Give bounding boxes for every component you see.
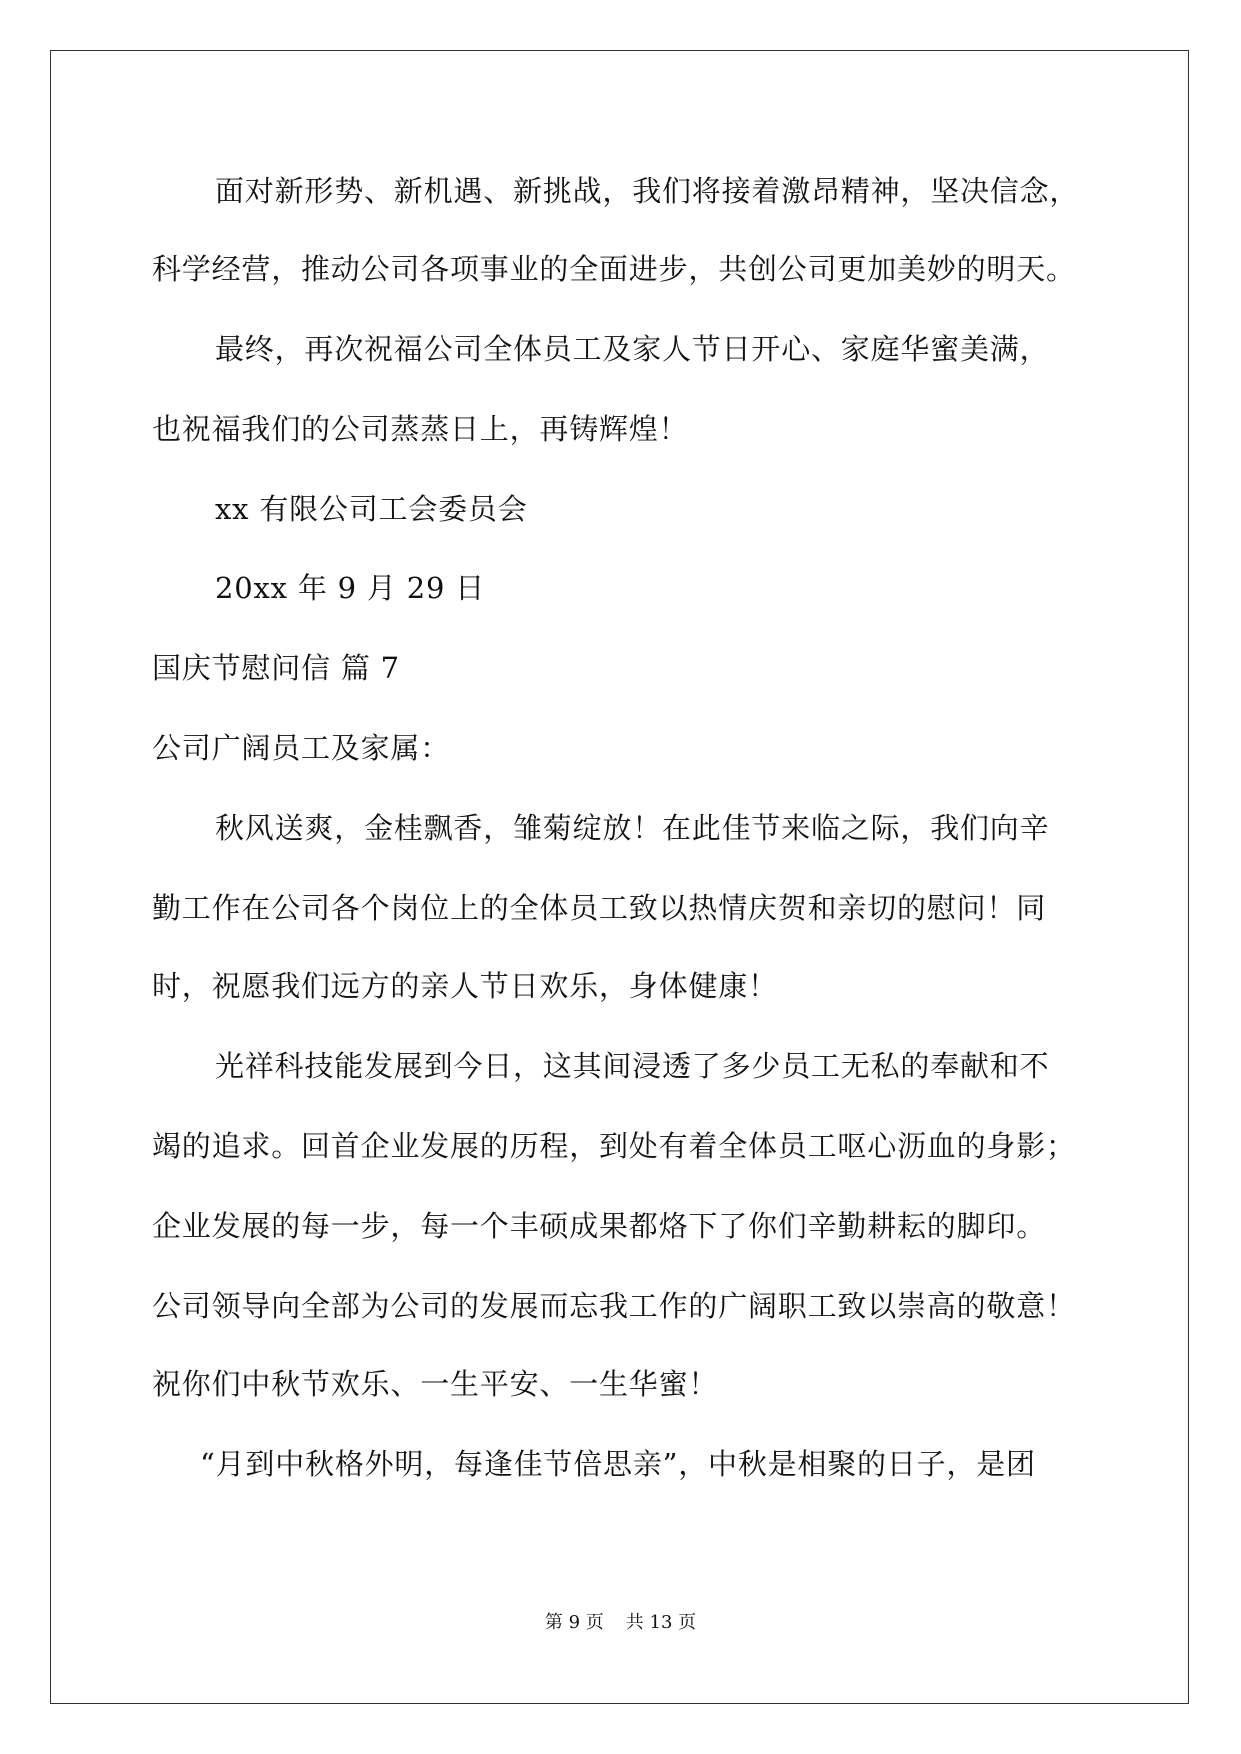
paragraph-line: 面对新形势、新机遇、新挑战，我们将接着激昂精神，坚决信念， [215, 174, 1080, 208]
paragraph-line: 公司领导向全部为公司的发展而忘我工作的广阔职工致以崇高的敬意！ [152, 1289, 1076, 1323]
section-heading: 国庆节慰问信 篇 7 [152, 651, 400, 685]
paragraph-line: 勤工作在公司各个岗位上的全体员工致以热情庆贺和亲切的慰问！同 [152, 891, 1047, 925]
paragraph-line: 光祥科技能发展到今日，这其间浸透了多少员工无私的奉献和不 [215, 1049, 1050, 1083]
page-footer [0, 1611, 1241, 1635]
signature-date: 20xx 年 9 月 29 日 [215, 571, 486, 605]
page-number: 第 9 页 [544, 1612, 604, 1633]
paragraph-line: 最终，再次祝福公司全体员工及家人节日开心、家庭华蜜美满， [215, 332, 1050, 366]
paragraph-line: “月到中秋格外明，每逢佳节倍思亲”，中秋是相聚的日子，是团 [200, 1447, 1036, 1481]
signature-organization: xx 有限公司工会委员会 [215, 492, 528, 526]
paragraph-line: 企业发展的每一步，每一个丰硕成果都烙下了你们辛勤耕耘的脚印。 [152, 1209, 1047, 1243]
paragraph-line: 时，祝愿我们远方的亲人节日欢乐，身体健康！ [152, 969, 778, 1003]
paragraph-line: 秋风送爽，金桂飘香，雏菊绽放！在此佳节来临之际，我们向辛 [215, 811, 1050, 845]
salutation: 公司广阔员工及家属： [152, 731, 451, 765]
paragraph-line: 竭的追求。回首企业发展的历程，到处有着全体员工呕心沥血的身影； [152, 1129, 1076, 1163]
paragraph-line: 科学经营，推动公司各项事业的全面进步，共创公司更加美妙的明天。 [152, 252, 1076, 286]
page-total: 共 13 页 [625, 1612, 697, 1633]
paragraph-line: 祝你们中秋节欢乐、一生平安、一生华蜜！ [152, 1367, 719, 1401]
paragraph-line: 也祝福我们的公司蒸蒸日上，再铸辉煌！ [152, 412, 689, 446]
